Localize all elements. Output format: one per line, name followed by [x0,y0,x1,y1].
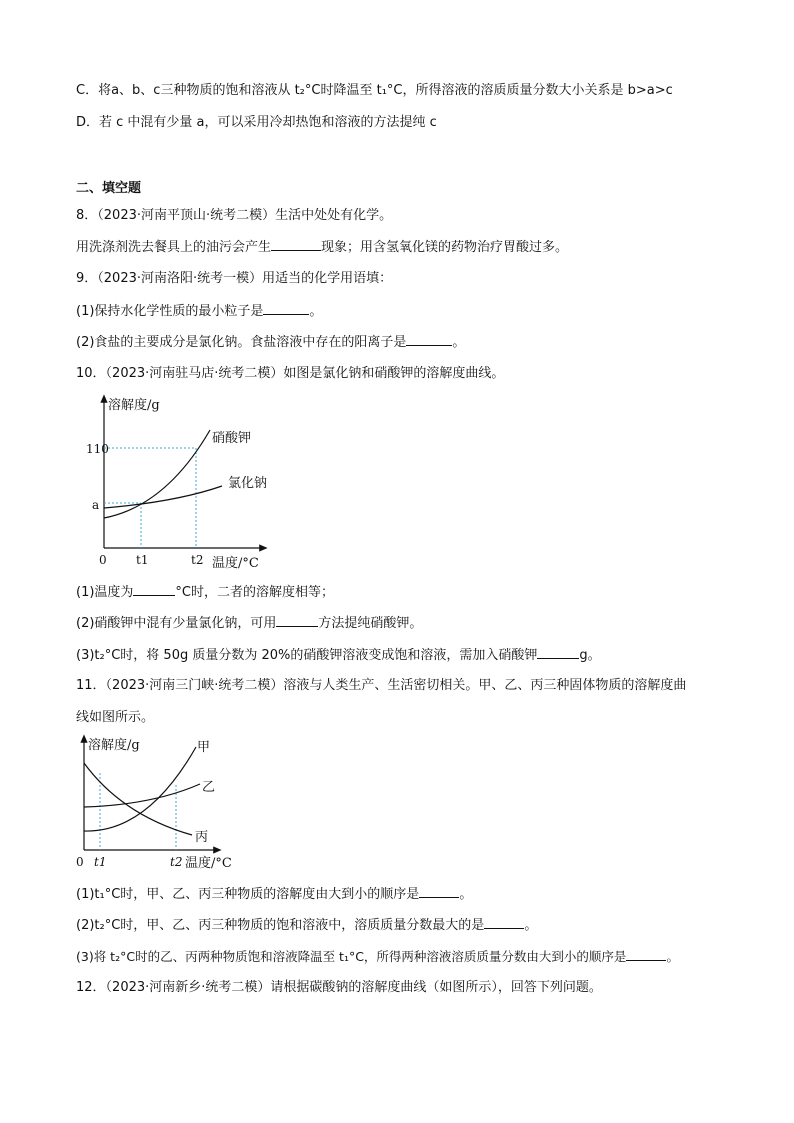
q9-p2-text-b: 。 [452,335,466,350]
chart2-ylabel: 溶解度/g [88,738,140,753]
q10-p2-text-b: 方法提纯硝酸钾。 [318,616,423,631]
option-c: C．将a、b、c三种物质的饱和溶液从 t₂°C时降温至 t₁°C，所得溶液的溶质质量分数大小关系是 b>a>c [76,83,673,98]
q11-part1 [76,885,472,904]
chart2-origin: 0 [76,855,84,869]
chart1-label-nacl: 氯化钠 [228,476,268,491]
q11-p2-text-b: 。 [524,918,538,933]
q10-stem: 10．（2023·河南驻马店·统考二模）如图是氯化钠和硝酸钾的溶解度曲线。 [76,366,505,381]
q9-part1 [76,302,322,321]
chart1-xtick-t1: t1 [136,553,149,567]
q10-part3 [76,646,601,665]
chart2-xtick-t1: t1 [94,855,107,869]
q10-part2 [76,614,422,633]
q11-p3-text-a: (3)将 t₂°C时的乙、丙两种物质饱和溶液降温至 t₁°C，所得两种溶液溶质质量分数由大到小的顺序是 [76,949,627,964]
chart1-xlabel: 温度/°C [212,556,259,571]
q9-p1-blank[interactable] [263,302,309,315]
q11-p1-text-b: 。 [459,887,473,902]
q11-part2 [76,916,537,935]
q11-part3 [76,948,679,966]
q9-stem: 9．（2023·河南洛阳·统考一模）用适当的化学用语填： [76,271,393,286]
q8-line1-text-a: 用洗涤剂洗去餐具上的油污会产生 [76,240,272,255]
q10-p3-text-a: (3)t₂°C时，将 50g 质量分数为 20%的硝酸钾溶液变成饱和溶液，需加入硝酸钾 [76,648,538,663]
chart1-label-kno3: 硝酸钾 [212,431,252,446]
chart2-label-yi: 乙 [202,780,216,795]
solubility-chart-2 [72,733,252,873]
q11-p2-text-a: (2)t₂°C时，甲、乙、丙三种物质的饱和溶液中，溶质质量分数最大的是 [76,918,485,933]
q11-p1-text-a: (1)t₁°C时，甲、乙、丙三种物质的溶解度由大到小的顺序是 [76,887,420,902]
q10-p1-text-a: (1)温度为 [76,585,134,600]
q10-p2-blank[interactable] [276,614,318,627]
chart1-ytick-a: a [92,498,100,512]
q11-p3-text-b: 。 [666,949,679,964]
chart2-xtick-t2: t2 [170,855,183,869]
solubility-chart-1 [86,392,286,572]
chart1-origin: 0 [99,553,107,567]
chart1-kno3-curve [104,430,210,518]
chart2-jia-curve [84,747,196,831]
q10-p2-text-a: (2)硝酸钾中混有少量氯化钠，可用 [76,616,277,631]
option-d: D．若 c 中混有少量 a，可以采用冷却热饱和溶液的方法提纯 c [76,115,437,130]
q9-p2-blank[interactable] [406,333,452,346]
q12-stem: 12．（2023·河南新乡·统考二模）请根据碳酸钠的溶解度曲线（如图所示），回答下列问题。 [76,980,602,995]
q9-p1-text-a: (1)保持水化学性质的最小粒子是 [76,304,264,319]
q10-p3-blank[interactable] [537,646,579,659]
q8-blank[interactable] [271,238,321,251]
q11-p1-blank[interactable] [419,885,459,898]
q10-p1-text-b: °C时，二者的溶解度相等； [175,585,334,600]
chart1-ytick-110: 110 [86,442,109,456]
q11-p3-blank[interactable] [626,948,666,961]
q11-p2-blank[interactable] [484,916,524,929]
chart2-yi-curve [84,784,200,807]
q10-p1-blank[interactable] [133,583,175,596]
q11-stem-line1: 11．（2023·河南三门峡·统考二模）溶液与人类生产、生活密切相关。甲、乙、丙三种固体物质的溶解度曲 [76,678,687,693]
chart1-xtick-t2: t2 [191,553,204,567]
q9-part2 [76,333,465,352]
chart1-ylabel: 溶解度/g [108,398,160,413]
chart2-xlabel: 温度/°C [185,856,232,871]
section-heading: 二、填空题 [76,181,142,196]
q9-p1-text-b: 。 [309,304,323,319]
q9-p2-text-a: (2)食盐的主要成分是氯化钠。食盐溶液中存在的阳离子是 [76,335,407,350]
chart2-label-bing: 丙 [195,830,209,845]
chart2-label-jia: 甲 [197,740,211,755]
q8-line1 [76,238,568,257]
q11-stem-line2: 线如图所示。 [76,710,155,725]
q10-p3-text-b: g。 [579,648,601,663]
q8-line1-text-b: 现象；用含氢氧化镁的药物治疗胃酸过多。 [321,240,569,255]
q8-stem: 8．（2023·河南平顶山·统考二模）生活中处处有化学。 [76,208,393,223]
q10-part1 [76,583,334,602]
